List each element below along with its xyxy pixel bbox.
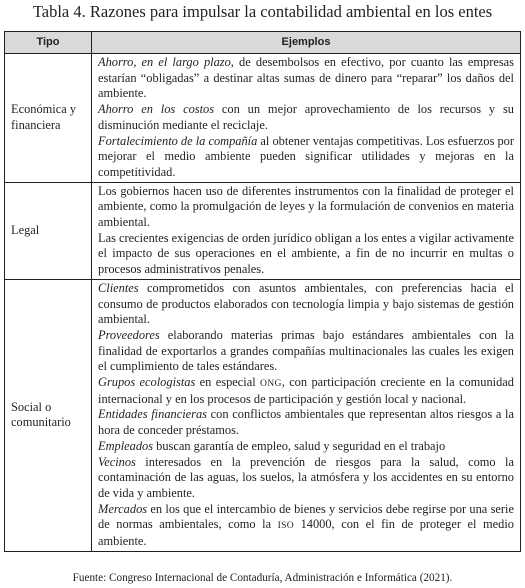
row-examples-economica — [92, 54, 521, 183]
example-paragraph — [98, 502, 514, 550]
example-paragraph — [98, 102, 514, 133]
example-lead: Mercados — [98, 501, 148, 516]
example-lead: Proveedores — [98, 327, 160, 342]
example-paragraph — [98, 375, 514, 407]
row-examples-legal — [92, 182, 521, 279]
example-text-tail: , con participación creciente en la comunidad internacional y en los procesos de participación y gestión local y nacional. — [98, 375, 515, 406]
example-paragraph: Los gobiernos hacen uso de diferentes instrumentos con la finalidad de proteger el ambiente, como la promulgación de leyes y la formulación de convenios en materia ambiental. — [98, 183, 514, 230]
row-type-legal: Legal — [5, 182, 92, 279]
example-text: interesados en la prevención de riesgos para la salud, como la contaminación de las aguas, los suelos, la atmósfera y los accidentes en su entorno de vida y ambiente. — [98, 454, 514, 500]
example-text: buscan garantía de empleo, salud y seguridad en el trabajo — [153, 438, 446, 453]
example-text-tail: 14000, con el fin de proteger el medio ambiente. — [98, 517, 514, 549]
example-acronym: ISO — [277, 520, 295, 532]
example-text: , de desembolsos en efectivo, por cuanto las empresas estarían “obligadas” a destinar altas sumas de dinero para “reparar” los daños del ambiente. — [98, 55, 514, 101]
example-paragraph — [98, 134, 514, 181]
example-text: en los que el intercambio de bienes y servicios debe regirse por una serie de normas ambientales, como la — [98, 501, 514, 532]
example-lead: Clientes — [98, 280, 139, 295]
example-text: al obtener ventajas competitivas. Los esfuerzos por mejorar el medio ambiente pueden significar utilidades y mejoras en la competitividad. — [98, 133, 515, 179]
example-text: en especial — [195, 375, 261, 390]
header-tipo: Tipo — [5, 32, 92, 54]
table-row — [5, 54, 521, 183]
example-text: con un mejor aprovechamiento de los recursos y su disminución mediante el reciclaje. — [98, 102, 514, 132]
example-lead: Empleados — [98, 438, 154, 453]
table-row — [5, 279, 521, 551]
row-type-economica: Económica y financiera — [5, 54, 92, 183]
example-text: con conflictos ambientales que representan altos riesgos a la hora de conceder préstamos. — [98, 407, 515, 438]
example-lead: Ahorro en los costos — [98, 102, 215, 117]
example-lead: Grupos ecologistas — [98, 375, 196, 390]
row-examples-social — [92, 279, 521, 551]
example-lead: Entidades financieras — [98, 407, 207, 422]
example-lead: Fortalecimiento de la compañía — [98, 133, 258, 148]
example-acronym: ONG — [260, 378, 282, 390]
example-paragraph — [98, 455, 514, 502]
example-paragraph — [98, 281, 514, 328]
example-lead: Ahorro, en el largo plazo — [98, 55, 231, 69]
header-row — [5, 32, 521, 54]
example-lead: Vecinos — [98, 454, 136, 469]
example-paragraph — [98, 328, 514, 375]
example-paragraph: Las crecientes exigencias de orden jurídico obligan a los entes a vigilar activamente el impacto de sus operaciones en el ambiente, a fin de no incurrir en multas o procesos administrativos penales. — [98, 230, 514, 277]
example-paragraph — [98, 407, 514, 438]
table-row — [5, 182, 521, 279]
example-paragraph — [98, 439, 514, 455]
row-type-social: Social o comunitario — [5, 279, 92, 551]
table-title: Tabla 4. Razones para impulsar la contabilidad ambiental en los entes — [32, 2, 493, 21]
header-ejemplos: Ejemplos — [92, 32, 521, 54]
source-note: Fuente: Congreso Internacional de Contaduría, Administración e Informática (2021). — [72, 572, 453, 584]
example-text: elaborando materias primas bajo estándares ambientales con la finalidad de exportarlos a grandes compañías multinacionales las cuales les exigen el cumplimiento de tales estándares. — [98, 327, 514, 374]
example-paragraph — [98, 55, 514, 102]
example-text: comprometidos con asuntos ambientales, con preferencias hacia el consumo de productos elaborados con tecnología limpia y bajo sistemas de gestión ambiental. — [98, 280, 514, 327]
reasons-table — [4, 31, 521, 552]
